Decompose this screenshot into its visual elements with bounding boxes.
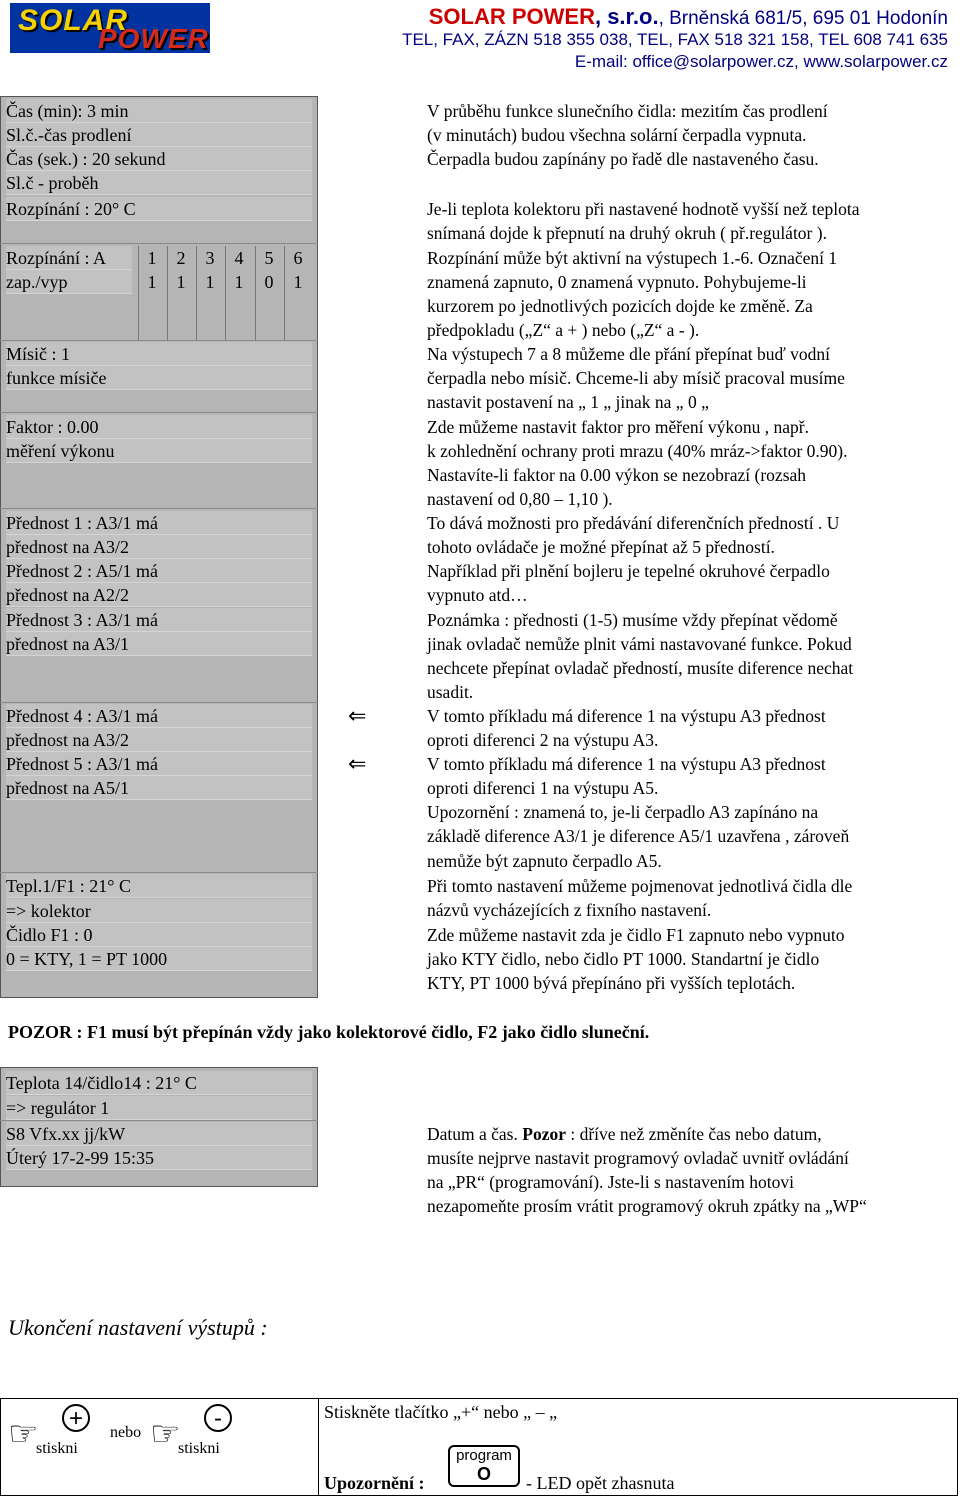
grid-line	[255, 246, 256, 340]
description-line: čerpadla nebo mísič. Chceme-li aby mísič pracoval musíme	[427, 368, 845, 388]
company-logo	[10, 3, 210, 53]
grid-line	[284, 246, 285, 340]
description-line: znamená zapnuto, 0 znamená vypnuto. Pohybujeme-li	[427, 272, 807, 292]
panel-divider	[0, 1120, 318, 1121]
minus-key-icon: -	[204, 1404, 232, 1432]
panel-divider	[0, 340, 318, 341]
output-state: 1	[205, 272, 215, 292]
press-label: stiskni	[36, 1440, 78, 1457]
description-line: Zde můžeme nastavit zda je čidlo F1 zapnuto nebo vypnuto	[427, 925, 845, 945]
display-line: Mísič : 1	[6, 342, 312, 366]
logo-text-top: SOLAR	[18, 4, 128, 37]
output-state: 1	[234, 272, 244, 292]
display-line: Přednost 3 : A3/1 má	[6, 608, 312, 632]
description-line: (v minutách) budou všechna solární čerpadla vypnuta.	[427, 125, 807, 145]
output-state: 1	[147, 272, 157, 292]
company-name: SOLAR POWER	[428, 4, 595, 29]
display-line: Čidlo F1 : 0	[6, 923, 312, 947]
display-line: Rozpínání : A	[6, 246, 132, 270]
display-line: Přednost 1 : A3/1 má	[6, 511, 312, 535]
display-line: Tepl.1/F1 : 21° C	[6, 874, 312, 898]
left-arrow-icon: ⇐	[348, 751, 367, 776]
output-number: 2	[176, 248, 186, 268]
description-line: předpokladu („Z“ a + ) nebo („Z“ a - ).	[427, 320, 700, 340]
program-button	[448, 1445, 520, 1487]
table-divider	[318, 1398, 319, 1496]
description-line: Zde můžeme nastavit faktor pro měření výkonu , např.	[427, 417, 809, 437]
header-phones: TEL, FAX, ZÁZN 518 355 038, TEL, FAX 518 321 158, TEL 608 741 635	[402, 30, 948, 49]
description-line: Nastavíte-li faktor na 0.00 výkon se nezobrazí (rozsah	[427, 465, 807, 485]
description-line: snímaná dojde k přepnutí na druhý okruh ( př.regulátor ).	[427, 223, 827, 243]
datetime-note-pozor: Pozor	[522, 1124, 566, 1144]
description-line: nastavit postavení na „ 1 „ jinak na „ 0 „	[427, 392, 709, 412]
description-line: usadit.	[427, 682, 474, 702]
output-number: 4	[234, 248, 244, 268]
display-line: Přednost 2 : A5/1 má	[6, 559, 312, 583]
display-line: Čas (min): 3 min	[6, 99, 312, 123]
panel-divider	[0, 872, 318, 873]
display-line: Sl.č.-čas prodlení	[6, 123, 312, 147]
display-line: => regulátor 1	[6, 1096, 312, 1120]
display-line: Přednost 4 : A3/1 má	[6, 704, 312, 728]
display-line: Úterý 17-2-99 15:35	[6, 1146, 312, 1170]
description-line: základě diference A3/1 je diference A5/1 uzavřena , zároveň	[427, 826, 850, 846]
description-line: názvů vycházejících z fixního nastavení.	[427, 900, 712, 920]
description-line: V průběhu funkce slunečního čidla: mezitím čas prodlení	[427, 101, 828, 121]
output-number: 6	[293, 248, 303, 268]
pointing-hand-icon: ☞	[150, 1416, 181, 1453]
datetime-note-line	[427, 1122, 822, 1146]
panel-divider	[0, 412, 318, 413]
description-line: Čerpadla budou zapínány po řadě dle nastaveného času.	[427, 149, 819, 169]
description-line: tohoto ovládače je možné přepínat až 5 předností.	[427, 537, 775, 557]
warning-label: Upozornění :	[324, 1473, 425, 1493]
press-instruction: Stiskněte tlačítko „+“ nebo „ – „	[324, 1402, 558, 1422]
description-line: nemůže být zapnuto čerpadlo A5.	[427, 851, 662, 871]
panel-divider	[0, 702, 318, 703]
description-line: nastavení od 0,80 – 1,10 ).	[427, 489, 613, 509]
output-number: 1	[147, 248, 157, 268]
or-label: nebo	[110, 1424, 142, 1441]
display-line: přednost na A3/1	[6, 632, 312, 656]
led-off-note: - LED opět zhasnuta	[526, 1473, 675, 1493]
output-number: 5	[264, 248, 274, 268]
description-line: Na výstupech 7 a 8 můžeme dle přání přepínat buď vodní	[427, 344, 831, 364]
program-button-symbol: O	[476, 1464, 491, 1484]
description-line: oproti diferenci 1 na výstupu A5.	[427, 778, 659, 798]
display-line: => kolektor	[6, 899, 312, 923]
output-state: 1	[176, 272, 186, 292]
display-line: Rozpínání : 20° C	[6, 197, 312, 221]
display-line: Faktor : 0.00	[6, 415, 312, 439]
program-button-label: program	[456, 1447, 512, 1464]
datetime-note-line: musíte nejprve nastavit programový ovladač uvnitř ovládání	[427, 1148, 849, 1168]
logo-text-bottom: POWER	[98, 23, 209, 53]
plus-key-icon: +	[62, 1404, 90, 1432]
display-line: Teplota 14/čidlo14 : 21° C	[6, 1071, 312, 1095]
display-line: Čas (sek.) : 20 sekund	[6, 147, 312, 171]
pointing-hand-icon: ☞	[8, 1416, 39, 1453]
grid-line	[225, 246, 226, 340]
description-line: jako KTY čidlo, nebo čidlo PT 1000. Standartní je čidlo	[427, 949, 820, 969]
panel-divider	[0, 508, 318, 509]
description-line: Upozornění : znamená to, je-li čerpadlo A3 zapínáno na	[427, 802, 819, 822]
grid-line	[196, 246, 197, 340]
display-line: přednost na A3/2	[6, 728, 312, 752]
datetime-note-text: : dříve než změníte čas nebo datum,	[565, 1124, 822, 1144]
grid-line	[167, 246, 168, 340]
panel-divider	[0, 243, 318, 244]
datetime-note-text: Datum a čas.	[427, 1124, 523, 1144]
section-title: Ukončení nastavení výstupů :	[8, 1315, 268, 1340]
description-line: Poznámka : přednosti (1-5) musíme vždy přepínat vědomě	[427, 610, 838, 630]
company-suffix: , s.r.o.	[594, 4, 659, 29]
display-line: funkce mísiče	[6, 366, 312, 390]
description-line: Rozpínání může být aktivní na výstupech 1.-6. Označení 1	[427, 248, 838, 268]
header-company-line	[429, 4, 948, 30]
header-contact: E-mail: office@solarpower.cz, www.solarpower.cz	[574, 52, 948, 71]
display-line: Sl.č - proběh	[6, 171, 312, 195]
output-state: 0	[264, 272, 274, 292]
left-arrow-icon: ⇐	[348, 703, 367, 728]
description-line: To dává možnosti pro předávání diferenčních předností . U	[427, 513, 840, 533]
datetime-note-line: na „PR“ (programování). Jste-li s nastavením hotovi	[427, 1172, 794, 1192]
collector-warning: POZOR : F1 musí být přepínán vždy jako kolektorové čidlo, F2 jako čidlo sluneční.	[8, 1022, 650, 1042]
grid-line	[138, 246, 139, 340]
description-line: Je-li teplota kolektoru při nastavené hodnotě vyšší než teplota	[427, 199, 860, 219]
description-line: Například při plnění bojleru je tepelné okruhové čerpadlo	[427, 561, 830, 581]
description-line: Při tomto nastavení můžeme pojmenovat jednotlivá čidla dle	[427, 876, 853, 896]
description-line: KTY, PT 1000 bývá přepínáno při vyšších teplotách.	[427, 973, 796, 993]
press-label: stiskni	[178, 1440, 220, 1457]
display-line: S8 Vfx.xx jj/kW	[6, 1122, 312, 1146]
company-address: , Brněnská 681/5, 695 01 Hodonín	[658, 8, 948, 29]
display-line: přednost na A2/2	[6, 583, 312, 607]
display-line: 0 = KTY, 1 = PT 1000	[6, 947, 312, 971]
output-number: 3	[205, 248, 215, 268]
description-line: kurzorem po jednotlivých pozicích dojde ke změně. Za	[427, 296, 813, 316]
description-line: V tomto příkladu má diference 1 na výstupu A3 přednost	[427, 754, 826, 774]
display-line: zap./vyp	[6, 270, 132, 294]
description-line: nechcete přepínat ovladač předností, musíte diference nechat	[427, 658, 854, 678]
description-line: k zohlednění ochrany proti mrazu (40% mráz->faktor 0.90).	[427, 441, 848, 461]
description-line: oproti diferenci 2 na výstupu A3.	[427, 730, 659, 750]
datetime-note-line: nezapomeňte prosím vrátit programový okruh zpátky na „WP“	[427, 1196, 867, 1216]
description-line: V tomto příkladu má diference 1 na výstupu A3 přednost	[427, 706, 826, 726]
display-line: přednost na A5/1	[6, 776, 312, 800]
display-line: měření výkonu	[6, 439, 312, 463]
description-line: jinak ovladač nemůže plnit vámi nastavované funkce. Pokud	[427, 634, 852, 654]
display-line: Přednost 5 : A3/1 má	[6, 752, 312, 776]
description-line: vypnuto atd…	[427, 585, 528, 605]
output-state: 1	[293, 272, 303, 292]
display-line: přednost na A3/2	[6, 535, 312, 559]
